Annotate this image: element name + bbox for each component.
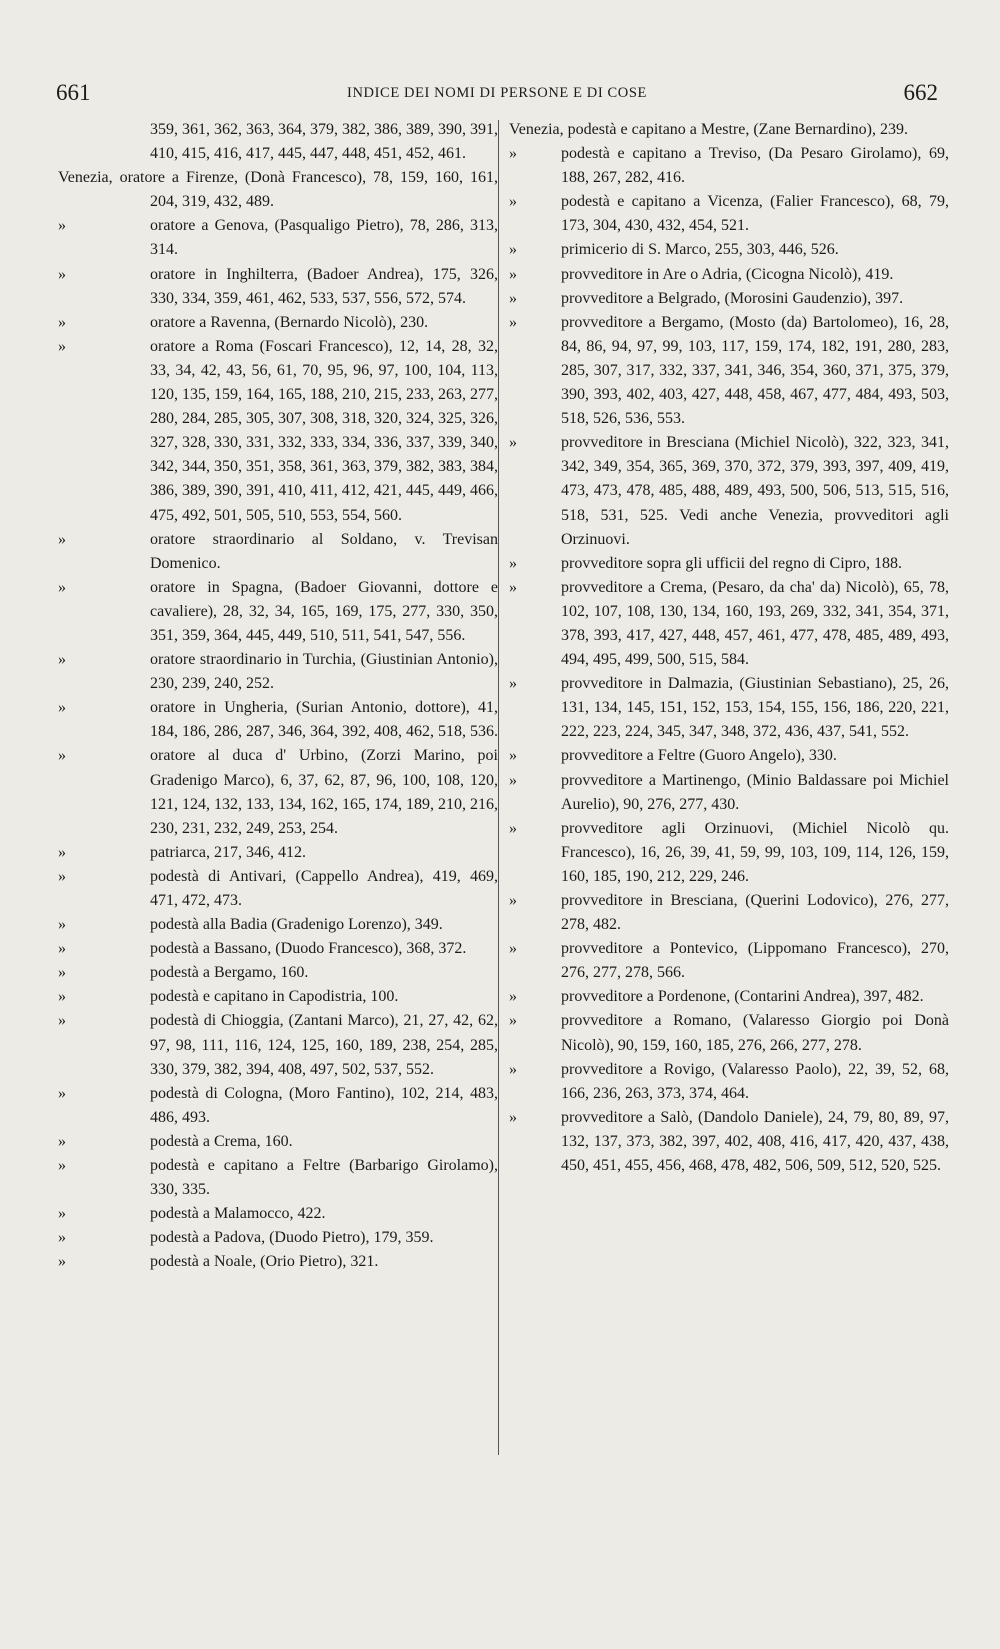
entry-text: provveditore in Dalmazia, (Giustinian Sebastiano), 25, 26, 131, 134, 145, 151, 152, 153, 154, 155, 156, 186, 220, 221, 222, 223, 224, 345, 347, 348, 372, 436, 437, 541, 552.: [561, 675, 949, 741]
index-entry: [509, 142, 949, 190]
ditto-mark: »: [58, 1229, 66, 1247]
index-entry: [58, 913, 498, 937]
index-entry: [509, 817, 949, 889]
page-number-right: 662: [903, 80, 938, 105]
ditto-mark: »: [509, 434, 517, 452]
entry-text: oratore a Ravenna, (Bernardo Nicolò), 230.: [150, 313, 429, 331]
ditto-mark: »: [58, 337, 66, 355]
entry-text: podestà a Padova, (Duodo Pietro), 179, 359.: [150, 1229, 434, 1247]
entry-text: oratore in Ungheria, (Surian Antonio, dottore), 41, 184, 186, 286, 287, 346, 364, 392, 408, 462, 518, 536.: [150, 699, 498, 741]
index-entry: [58, 937, 498, 961]
index-entry: [509, 576, 949, 672]
ditto-mark: »: [509, 747, 517, 765]
ditto-mark: »: [58, 217, 66, 235]
entry-text: 359, 361, 362, 363, 364, 379, 382, 386, 389, 390, 391, 410, 415, 416, 417, 445, 447, 448, 451, 452, 461.: [150, 121, 498, 163]
entry-text: oratore al duca d' Urbino, (Zorzi Marino, poi Gradenigo Marco), 6, 37, 62, 87, 96, 100, 108, 120, 121, 124, 132, 133, 134, 162, 165, 174, 189, 210, 216, 230, 231, 232, 249, 253, 254.: [150, 747, 498, 837]
entry-text: podestà a Bergamo, 160.: [150, 964, 309, 982]
ditto-mark: »: [509, 1060, 517, 1078]
ditto-mark: »: [58, 988, 66, 1006]
ditto-mark: »: [58, 940, 66, 958]
entry-text: podestà a Crema, 160.: [150, 1132, 293, 1150]
index-entry: [509, 118, 949, 142]
column-divider: [498, 120, 499, 1455]
ditto-mark: »: [509, 988, 517, 1006]
index-entry: [58, 841, 498, 865]
index-entry: [58, 985, 498, 1009]
entry-text: provveditore in Bresciana (Michiel Nicolò), 322, 323, 341, 342, 349, 354, 365, 369, 370, 372, 379, 393, 397, 409, 419, 473, 473, 478, 485, 488, 489, 493, 500, 506, 513, 515, 516, 518, 531, 525. Vedi anche Venezia, provveditori agli Orzinuovi.: [561, 434, 949, 548]
index-entry: [509, 672, 949, 744]
entry-text: podestà e capitano a Treviso, (Da Pesaro Girolamo), 69, 188, 267, 282, 416.: [561, 145, 949, 187]
ditto-mark: »: [58, 964, 66, 982]
entry-text: provveditore agli Orzinuovi, (Michiel Nicolò qu. Francesco), 16, 26, 39, 41, 59, 99, 103, 109, 114, 126, 159, 160, 185, 190, 212, 229, 246.: [561, 819, 949, 885]
entry-text: provveditore sopra gli ufficii del regno di Cipro, 188.: [561, 554, 902, 572]
index-entry: [58, 1009, 498, 1081]
index-entry: [58, 311, 498, 335]
ditto-mark: »: [509, 1108, 517, 1126]
ditto-mark: »: [509, 578, 517, 596]
entry-text: provveditore a Feltre (Guoro Angelo), 330.: [561, 747, 837, 765]
entry-text: provveditore a Martinengo, (Minio Baldassare poi Michiel Aurelio), 90, 276, 277, 430.: [561, 771, 949, 813]
entry-text: oratore a Genova, (Pasqualigo Pietro), 78, 286, 313, 314.: [150, 217, 498, 259]
ditto-mark: »: [509, 289, 517, 307]
ditto-mark: »: [509, 771, 517, 789]
ditto-mark: »: [58, 1132, 66, 1150]
entry-text: podestà alla Badia (Gradenigo Lorenzo), 349.: [150, 916, 443, 934]
ditto-mark: »: [58, 699, 66, 717]
index-entry: [58, 744, 498, 840]
index-entry: [509, 552, 949, 576]
ditto-mark: »: [58, 867, 66, 885]
index-entry: [509, 769, 949, 817]
index-entry: [58, 118, 498, 166]
index-entry: [509, 190, 949, 238]
index-entry: [58, 1226, 498, 1250]
ditto-mark: »: [58, 265, 66, 283]
ditto-mark: »: [509, 940, 517, 958]
index-entry: [509, 744, 949, 768]
index-entry: [509, 985, 949, 1009]
entry-text: primicerio di S. Marco, 255, 303, 446, 526.: [561, 241, 839, 259]
ditto-mark: »: [58, 578, 66, 596]
entry-text: provveditore a Bergamo, (Mosto (da) Bartolomeo), 16, 28, 84, 86, 94, 97, 99, 103, 117, 159, 174, 182, 191, 280, 283, 285, 307, 317, 332, 337, 341, 346, 354, 360, 371, 375, 379, 390, 393, 402, 403, 427, 448, 458, 467, 477, 484, 493, 503, 518, 526, 536, 553.: [561, 313, 949, 428]
index-entry: [509, 431, 949, 551]
ditto-mark: »: [58, 747, 66, 765]
index-entry: [58, 696, 498, 744]
ditto-mark: »: [509, 892, 517, 909]
index-entry: [58, 648, 498, 696]
index-column-right: [509, 118, 949, 1178]
entry-text: provveditore a Romano, (Valaresso Giorgio poi Donà Nicolò), 90, 159, 160, 185, 276, 266, 277, 278.: [561, 1012, 949, 1054]
entry-text: podestà di Chioggia, (Zantani Marco), 21, 27, 42, 62, 97, 98, 111, 116, 124, 125, 160, 189, 238, 254, 285, 330, 379, 382, 394, 408, 497, 502, 537, 552.: [150, 1012, 498, 1078]
entry-text: podestà a Bassano, (Duodo Francesco), 368, 372.: [150, 940, 467, 958]
entry-text: provveditore a Belgrado, (Morosini Gaudenzio), 397.: [561, 289, 904, 307]
entry-text: Venezia, podestà e capitano a Mestre, (Zane Bernardino), 239.: [509, 121, 908, 138]
ditto-mark: »: [58, 1157, 66, 1175]
index-entry: [58, 263, 498, 311]
index-entry: [58, 961, 498, 985]
entry-text: oratore a Roma (Foscari Francesco), 12, 14, 28, 32, 33, 34, 42, 43, 56, 61, 70, 95, 96, 97, 100, 104, 113, 120, 135, 159, 164, 165, 188, 210, 215, 233, 263, 277, 280, 284, 285, 305, 307, 308, 318, 320, 324, 325, 326, 327, 328, 330, 331, 332, 333, 334, 336, 337, 339, 340, 342, 344, 350, 351, 358, 361, 363, 379, 382, 383, 384, 386, 389, 390, 391, 410, 411, 412, 421, 445, 449, 466, 475, 492, 501, 505, 510, 553, 554, 560.: [150, 337, 498, 524]
entry-text: oratore in Spagna, (Badoer Giovanni, dottore e cavaliere), 28, 32, 34, 165, 169, 175, 277, 330, 350, 351, 359, 364, 445, 449, 510, 511, 541, 547, 556.: [150, 578, 498, 644]
index-entry: [58, 1202, 498, 1226]
ditto-mark: »: [509, 675, 517, 693]
index-entry: [58, 1082, 498, 1130]
entry-text: provveditore a Pontevico, (Lippomano Francesco), 270, 276, 277, 278, 566.: [561, 940, 949, 982]
entry-text: podestà e capitano in Capodistria, 100.: [150, 988, 399, 1006]
entry-text: podestà e capitano a Vicenza, (Falier Francesco), 68, 79, 173, 304, 430, 432, 454, 521.: [561, 193, 949, 235]
ditto-mark: »: [58, 916, 66, 934]
entry-text: podestà a Malamocco, 422.: [150, 1205, 326, 1223]
index-entry: [509, 1106, 949, 1178]
running-title: INDICE DEI NOMI DI PERSONE E DI COSE: [347, 85, 647, 101]
index-entry: [509, 889, 949, 937]
ditto-mark: »: [509, 313, 517, 331]
ditto-mark: »: [58, 530, 66, 548]
entry-text: podestà di Antivari, (Cappello Andrea), 419, 469, 471, 472, 473.: [150, 867, 498, 909]
index-entry: [509, 937, 949, 985]
index-entry: [58, 1250, 498, 1274]
index-entry: [509, 263, 949, 287]
ditto-mark: »: [58, 1084, 66, 1102]
entry-text: podestà a Noale, (Orio Pietro), 321.: [150, 1253, 379, 1271]
ditto-mark: »: [509, 265, 517, 283]
index-column-left: [58, 118, 498, 1275]
ditto-mark: »: [58, 1205, 66, 1223]
entry-text: oratore in Inghilterra, (Badoer Andrea), 175, 326, 330, 334, 359, 461, 462, 533, 537, 556, 572, 574.: [150, 265, 498, 307]
ditto-mark: »: [58, 1253, 66, 1271]
ditto-mark: »: [509, 241, 517, 259]
index-entry: [509, 238, 949, 262]
running-header: [56, 80, 938, 110]
index-entry: [509, 287, 949, 311]
entry-text: podestà e capitano a Feltre (Barbarigo Girolamo), 330, 335.: [150, 1157, 498, 1199]
entry-text: provveditore in Bresciana, (Querini Lodovico), 276, 277, 278, 482.: [561, 892, 949, 934]
page-number-left: 661: [56, 80, 91, 105]
ditto-mark: »: [509, 1012, 517, 1030]
entry-text: podestà di Cologna, (Moro Fantino), 102, 214, 483, 486, 493.: [150, 1084, 498, 1126]
ditto-mark: »: [509, 193, 517, 211]
index-entry: [58, 865, 498, 913]
entry-text: Venezia, oratore a Firenze, (Donà Francesco), 78, 159, 160, 161, 204, 319, 432, 489.: [58, 169, 498, 211]
entry-text: provveditore a Salò, (Dandolo Daniele), 24, 79, 80, 89, 97, 132, 137, 373, 382, 397, 402, 408, 416, 417, 420, 437, 438, 450, 451, 455, 456, 468, 478, 482, 506, 509, 512, 520, 525.: [561, 1108, 949, 1175]
entry-text: oratore straordinario al Soldano, v. Trevisan Domenico.: [150, 530, 498, 572]
ditto-mark: »: [509, 819, 517, 837]
entry-text: provveditore in Are o Adria, (Cicogna Nicolò), 419.: [561, 265, 894, 283]
index-entry: [58, 1130, 498, 1154]
ditto-mark: »: [58, 313, 66, 331]
index-entry: [58, 335, 498, 528]
entry-text: patriarca, 217, 346, 412.: [150, 843, 306, 861]
ditto-mark: »: [58, 843, 66, 861]
index-entry: [509, 311, 949, 431]
index-entry: [509, 1009, 949, 1057]
entry-text: oratore straordinario in Turchia, (Giustinian Antonio), 230, 239, 240, 252.: [150, 651, 498, 693]
entry-text: provveditore a Pordenone, (Contarini Andrea), 397, 482.: [561, 988, 924, 1006]
entry-text: provveditore a Crema, (Pesaro, da cha' da) Nicolò), 65, 78, 102, 107, 108, 130, 134, 160, 193, 269, 332, 341, 354, 371, 378, 393, 417, 427, 448, 457, 461, 477, 478, 485, 489, 493, 494, 495, 499, 500, 515, 584.: [561, 578, 949, 669]
index-entry: [509, 1058, 949, 1106]
ditto-mark: »: [58, 1012, 66, 1030]
index-entry: [58, 214, 498, 262]
index-entry: [58, 1154, 498, 1202]
ditto-mark: »: [509, 554, 517, 572]
ditto-mark: »: [58, 651, 66, 669]
ditto-mark: »: [509, 145, 517, 163]
index-entry: [58, 576, 498, 648]
index-entry: [58, 166, 498, 214]
index-entry: [58, 528, 498, 576]
entry-text: provveditore a Rovigo, (Valaresso Paolo), 22, 39, 52, 68, 166, 236, 263, 373, 374, 464.: [561, 1060, 949, 1102]
